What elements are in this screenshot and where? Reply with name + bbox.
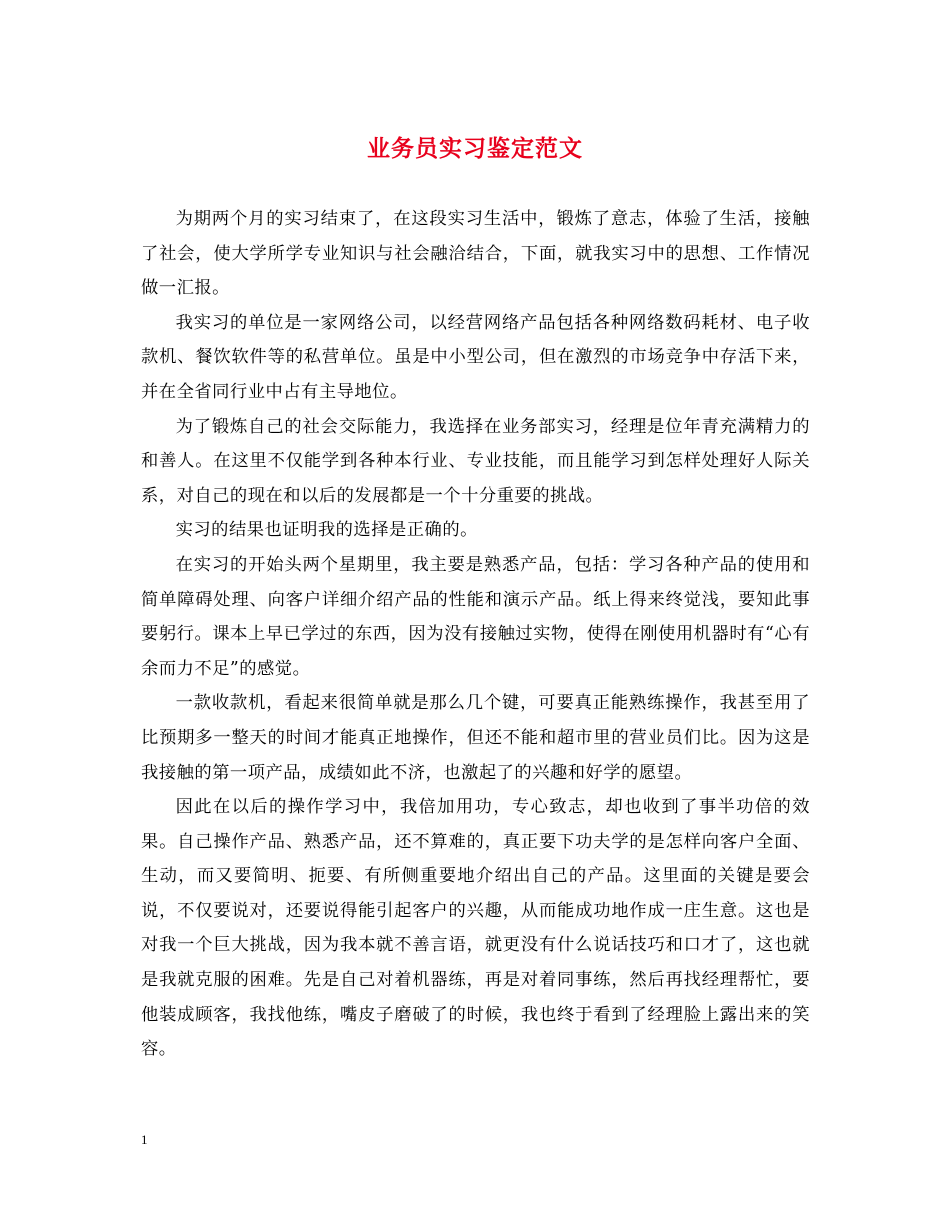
page-number: 1: [141, 1132, 148, 1147]
document-title: 业务员实习鉴定范文: [367, 135, 583, 162]
paragraph-1: 为期两个月的实习结束了，在这段实习生活中，锻炼了意志，体验了生活，接触了社会，使大学所学专业知识与社会融洽结合，下面，就我实习中的思想、工作情况做一汇报。: [141, 209, 810, 299]
paragraph-4: 实习的结果也证明我的选择是正确的。: [175, 520, 478, 541]
paragraph-3: 为了锻炼自己的社会交际能力，我选择在业务部实习，经理是位年青充满精力的和善人。在这里不仅能学到各种本行业、专业技能，而且能学习到怎样处理好人际关系，对自己的现在和以后的发展都是一个十分重要的挑战。: [141, 416, 810, 506]
paragraph-7: 因此在以后的操作学习中，我倍加用功，专心致志，却也收到了事半功倍的效果。自己操作产品、熟悉产品，还不算难的，真正要下功夫学的是怎样向客户全面、生动，而又要简明、扼要、有所侧重要地介绍出自己的产品。这里面的关键是要会说，不仅要说对，还要说得能引起客户的兴趣，从而能成功地作成一庄生意。这也是对我一个巨大挑战，因为我本就不善言语，就更没有什么说话技巧和口才了，这也就是我就克服的困难。先是自己对着机器练，再是对着同事练，然后再找经理帮忙，要他装成顾客，我找他练，嘴皮子磨破了的时候，我也终于看到了经理脸上露出来的笑容。: [141, 797, 810, 1060]
paragraph-6: 一款收款机，看起来很简单就是那么几个键，可要真正能熟练操作，我甚至用了比预期多一整天的时间才能真正地操作，但还不能和超市里的营业员们比。因为这是我接触的第一项产品，成绩如此不济，也激起了的兴趣和好学的愿望。: [141, 693, 810, 783]
document-body: [141, 202, 810, 1067]
paragraph-5: 在实习的开始头两个星期里，我主要是熟悉产品，包括：学习各种产品的使用和简单障碍处理、向客户详细介绍产品的性能和演示产品。纸上得来终觉浅，要知此事要躬行。课本上早已学过的东西，因为没有接触过实物，使得在刚使用机器时有“心有余而力不足”的感觉。: [141, 554, 810, 679]
paragraph-2: 我实习的单位是一家网络公司，以经营网络产品包括各种网络数码耗材、电子收款机、餐饮软件等的私营单位。虽是中小型公司，但在激烈的市场竞争中存活下来，并在全省同行业中占有主导地位。: [141, 312, 810, 402]
